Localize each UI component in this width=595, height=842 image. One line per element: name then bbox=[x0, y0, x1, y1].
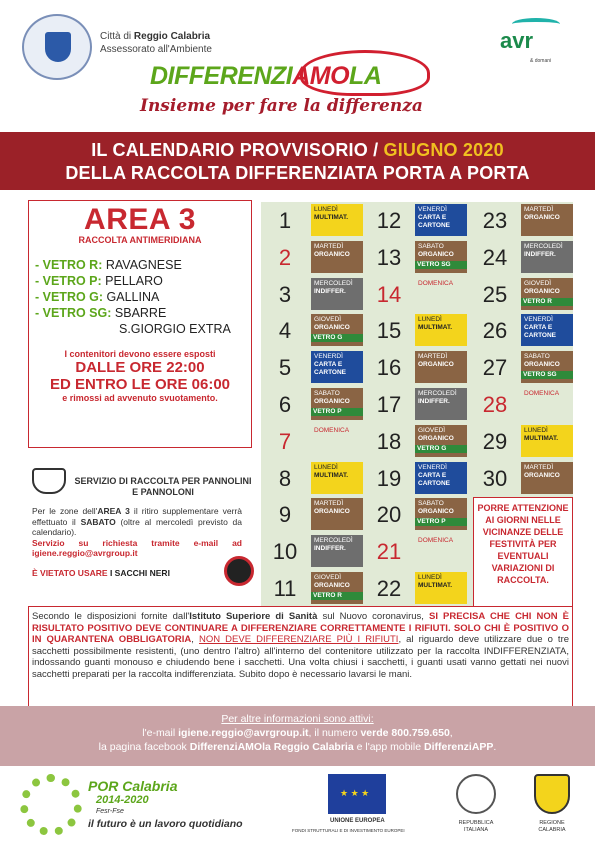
vetro-list bbox=[35, 257, 251, 337]
calendar-day bbox=[471, 351, 573, 383]
waste-type-label: INDIFFER. bbox=[314, 545, 346, 553]
weekday-label: MARTEDÌ bbox=[314, 500, 344, 508]
calendar-day bbox=[365, 535, 467, 567]
glass-zone-label: VETRO G bbox=[415, 445, 467, 453]
region-label: REGIONE CALABRIA bbox=[538, 820, 566, 833]
service-area: AREA 3 bbox=[97, 506, 130, 516]
logo-part2: AMO bbox=[292, 62, 350, 90]
day-number: 8 bbox=[278, 465, 292, 491]
info-p7: , al riguardo deve utilizzare due o tre sacchetti possibilmente resistenti, (uno dentro l'altro) all'interno del contenitore utilizzato per la raccolta INDIFFERENZIATA, indossando guanti monouso e chiudendo bene i sacchetti. Una volta chiusi i sacchetti, i guanti usati vanno gettati nei nuovi sacchetti preparati per la raccolta indifferenziata. Subito dopo è necessario lavarsi le mani. bbox=[32, 634, 570, 680]
diaper-service-box bbox=[28, 462, 252, 602]
vetro-value: GALLINA bbox=[106, 290, 160, 304]
waste-type-label: ORGANICO bbox=[314, 582, 350, 589]
glass-zone-label: VETRO G bbox=[311, 334, 363, 342]
calendar-day bbox=[471, 425, 573, 457]
holiday-notice-text: PORRE ATTENZIONE AI GIORNI NELLE VICINANZE DELLE FESTIVITÀ PER EVENTUALI VARIAZIONI DI RACCOLTA. bbox=[477, 503, 569, 585]
collection-tag bbox=[415, 314, 467, 346]
banner-line1 bbox=[0, 132, 595, 161]
calendar-day bbox=[261, 314, 363, 346]
info-p1: Secondo le disposizioni fornite dall' bbox=[32, 611, 190, 622]
area-title: AREA 3 bbox=[84, 203, 196, 236]
service-text-a: Per le zone dell' bbox=[32, 506, 98, 516]
waste-type-label: ORGANICO bbox=[524, 361, 560, 369]
weekday-label: SABATO bbox=[418, 242, 444, 250]
waste-type-label: MULTIMAT. bbox=[314, 471, 349, 479]
waste-type-label: ORGANICO bbox=[314, 324, 350, 332]
waste-type-label: CARTA E CARTONE bbox=[418, 214, 451, 229]
vetro-value: PELLARO bbox=[105, 274, 163, 288]
waste-type-label: ORGANICO bbox=[418, 361, 454, 369]
calendar-day bbox=[261, 278, 363, 310]
service-text-b: il ritiro supplementare verrà effettuato il bbox=[32, 506, 243, 527]
header bbox=[0, 0, 595, 130]
collection-tag bbox=[415, 204, 467, 236]
collection-tag bbox=[311, 535, 363, 567]
day-number: 14 bbox=[376, 281, 402, 307]
avr-logo: avr bbox=[500, 28, 534, 53]
calendar-day bbox=[471, 278, 573, 310]
black-bag-forbidden-icon bbox=[224, 556, 254, 586]
day-number: 5 bbox=[278, 355, 292, 381]
collection-tag bbox=[415, 462, 467, 494]
banner-line1-a: IL CALENDARIO PROVVISORIO / bbox=[91, 140, 384, 160]
calendar-day bbox=[261, 388, 363, 420]
banner-line2: DELLA RACCOLTA DIFFERENZIATA PORTA A PORTA bbox=[65, 163, 530, 183]
weekday-label: SABATO bbox=[314, 390, 340, 397]
vetro-key: - VETRO R: bbox=[35, 258, 103, 272]
waste-type-label: ORGANICO bbox=[524, 287, 560, 295]
contacts-email[interactable]: igiene.reggio@avrgroup.it bbox=[178, 727, 309, 739]
contacts-line2 bbox=[0, 726, 595, 740]
calendar-day bbox=[365, 241, 467, 273]
waste-type-label: ORGANICO bbox=[418, 250, 454, 258]
collection-tag bbox=[521, 462, 573, 494]
weekday-label: MERCOLEDÌ bbox=[314, 279, 353, 287]
contacts-line3 bbox=[0, 740, 595, 754]
weekday-label: VENERDÌ bbox=[418, 206, 447, 213]
weekday-label: LUNEDÌ bbox=[418, 316, 442, 324]
weekday-label: LUNEDÌ bbox=[314, 206, 338, 213]
calendar-day bbox=[365, 572, 467, 604]
day-number: 27 bbox=[482, 355, 508, 381]
weekday-label: MARTEDÌ bbox=[314, 242, 344, 250]
covid-info-box bbox=[28, 606, 573, 710]
calendar-day bbox=[261, 498, 363, 530]
weekday-label: SABATO bbox=[524, 353, 550, 361]
day-number: 7 bbox=[278, 428, 292, 454]
collection-tag bbox=[311, 572, 363, 604]
day-number: 19 bbox=[376, 465, 402, 491]
waste-type-label: MULTIMAT. bbox=[418, 324, 453, 332]
day-number: 13 bbox=[376, 244, 402, 270]
department: Assessorato all'Ambiente bbox=[100, 44, 212, 55]
calendar-day bbox=[365, 351, 467, 383]
glass-zone-label: VETRO SG bbox=[521, 371, 573, 379]
info-p3: sul Nuovo coronavirus, bbox=[317, 611, 429, 622]
waste-type-label: INDIFFER. bbox=[314, 287, 346, 295]
collection-tag bbox=[311, 425, 363, 457]
waste-type-label: ORGANICO bbox=[314, 398, 350, 405]
glass-zone-label: VETRO P bbox=[311, 408, 363, 416]
calendar-day bbox=[365, 462, 467, 494]
area-box bbox=[28, 200, 252, 448]
city-crest-icon bbox=[22, 14, 92, 80]
collection-tag bbox=[311, 204, 363, 236]
waste-type-label: CARTA E CARTONE bbox=[314, 361, 347, 377]
republic-label: REPUBBLICA ITALIANA bbox=[458, 820, 494, 833]
weekday-label: MERCOLEDÌ bbox=[314, 537, 353, 545]
calendar-day bbox=[261, 462, 363, 494]
contacts-band bbox=[0, 706, 595, 766]
logo-part3: LA bbox=[349, 62, 382, 90]
calendar-day bbox=[261, 351, 363, 383]
day-number: 10 bbox=[272, 539, 298, 565]
collection-tag bbox=[415, 241, 467, 273]
weekday-label: LUNEDÌ bbox=[418, 574, 442, 581]
area-subtitle: RACCOLTA ANTIMERIDIANA bbox=[78, 235, 202, 245]
calendar-day bbox=[365, 204, 467, 236]
day-number: 1 bbox=[278, 208, 292, 233]
eu-flag-icon bbox=[328, 774, 386, 814]
vetro-item bbox=[35, 273, 251, 289]
info-p2: Istituto Superiore di Sanità bbox=[189, 611, 318, 622]
glass-zone-label: VETRO P bbox=[415, 518, 467, 526]
weekday-label: LUNEDÌ bbox=[524, 426, 548, 434]
day-number: 11 bbox=[273, 576, 297, 601]
weekday-label: VENERDÌ bbox=[418, 463, 447, 471]
glass-zone-label: VETRO SG bbox=[415, 261, 467, 269]
collection-tag bbox=[311, 278, 363, 310]
weekday-label: DOMENICA bbox=[524, 390, 560, 397]
collection-tag bbox=[311, 314, 363, 346]
contacts-l3e: . bbox=[493, 741, 497, 753]
collection-tag bbox=[521, 388, 573, 420]
collection-tag bbox=[521, 314, 573, 346]
collection-tag bbox=[415, 572, 467, 604]
footer bbox=[0, 766, 595, 842]
day-number: 29 bbox=[482, 428, 508, 454]
collection-tag bbox=[521, 241, 573, 273]
calendar-day bbox=[471, 462, 573, 494]
day-number: 23 bbox=[482, 208, 508, 233]
weekday-label: VENERDÌ bbox=[314, 353, 343, 361]
vetro-key: - VETRO SG: bbox=[35, 306, 112, 320]
calendar-day bbox=[365, 498, 467, 530]
vetro-key: - VETRO P: bbox=[35, 274, 102, 288]
day-number: 30 bbox=[482, 465, 508, 491]
collection-tag bbox=[311, 241, 363, 273]
info-p5: , bbox=[191, 634, 199, 645]
weekday-label: SABATO bbox=[418, 500, 444, 508]
eu-subtitle: FONDI STRUTTURALI E DI INVESTIMENTO EUROPEI bbox=[292, 828, 405, 833]
collection-tag bbox=[521, 278, 573, 310]
info-p4: SI PRECISA CHE CHI NON È RISULTATO POSITIVO DEVE CONTINUARE A DIFFERENZIARE CORRETTAMENTE I RIFIUTI. SOLO CHI È POSITIVO O IN QUARANTENA OBBLIGATORIA bbox=[32, 611, 569, 645]
city-prefix: Città di bbox=[100, 31, 132, 42]
calendar-day bbox=[471, 241, 573, 273]
collection-tag bbox=[415, 535, 467, 567]
weekday-label: GIOVEDÌ bbox=[418, 426, 446, 434]
weekday-label: GIOVEDÌ bbox=[524, 279, 552, 287]
service-request[interactable]: Servizio su richiesta tramite e-mail ad igiene.reggio@avrgroup.it bbox=[32, 537, 242, 558]
weekday-label: VENERDÌ bbox=[524, 316, 553, 324]
contacts-l2e: , bbox=[449, 727, 453, 739]
day-number: 3 bbox=[278, 281, 292, 307]
collection-tag bbox=[415, 351, 467, 383]
calendar-day bbox=[365, 278, 467, 310]
holiday-notice bbox=[473, 497, 573, 607]
vetro-item bbox=[35, 257, 251, 273]
contacts-l2c: , il numero bbox=[308, 727, 361, 739]
por-title: POR Calabria bbox=[88, 778, 178, 794]
day-number: 20 bbox=[376, 502, 402, 528]
info-p6: NON DEVE DIFFERENZIARE PIÙ I RIFIUTI bbox=[199, 634, 399, 645]
contacts-l3a: la pagina facebook bbox=[98, 741, 190, 753]
day-number: 16 bbox=[376, 355, 402, 381]
calendar-day bbox=[261, 204, 363, 236]
to-time: ED ENTRO LE ORE 06:00 bbox=[49, 376, 231, 393]
containers-intro: I contenitori devono essere esposti bbox=[64, 349, 216, 359]
weekday-label: DOMENICA bbox=[418, 279, 454, 287]
collection-tag bbox=[311, 498, 363, 530]
ban-notice bbox=[32, 568, 170, 578]
day-number: 2 bbox=[278, 244, 292, 270]
waste-type-label: MULTIMAT. bbox=[418, 582, 453, 589]
title-banner bbox=[0, 132, 595, 190]
banner-month: GIUGNO 2020 bbox=[383, 140, 504, 160]
collection-tag bbox=[311, 462, 363, 494]
contacts-phone[interactable]: verde 800.759.650 bbox=[360, 727, 450, 739]
ban-a: È VIETATO USARE bbox=[32, 568, 108, 578]
calendar-day bbox=[261, 535, 363, 567]
service-text bbox=[32, 506, 242, 559]
collection-tag bbox=[415, 425, 467, 457]
waste-type-label: INDIFFER. bbox=[418, 398, 450, 405]
collection-tag bbox=[415, 498, 467, 530]
weekday-label: MERCOLEDÌ bbox=[418, 390, 457, 397]
city-label bbox=[100, 30, 212, 56]
differenziamola-logo bbox=[150, 62, 381, 91]
collection-tag bbox=[311, 351, 363, 383]
day-number: 24 bbox=[482, 244, 508, 270]
por-slogan: il futuro è un lavoro quotidiano bbox=[88, 818, 243, 830]
waste-type-label: ORGANICO bbox=[524, 214, 560, 221]
day-number: 4 bbox=[278, 318, 292, 344]
contacts-app[interactable]: DifferenziAPP bbox=[423, 741, 494, 753]
vetro-item bbox=[35, 289, 251, 305]
avr-subtitle: & domani bbox=[530, 58, 552, 64]
day-number: 18 bbox=[376, 428, 402, 454]
weekday-label: MARTEDÌ bbox=[418, 353, 448, 361]
day-number: 21 bbox=[376, 539, 402, 565]
collection-tag bbox=[311, 388, 363, 420]
day-number: 6 bbox=[278, 392, 292, 417]
waste-type-label: INDIFFER. bbox=[524, 250, 556, 258]
calendar-day bbox=[261, 241, 363, 273]
por-calabria-logo-icon bbox=[20, 774, 82, 836]
weekday-label: MARTEDÌ bbox=[524, 463, 554, 471]
waste-type-label: ORGANICO bbox=[418, 508, 454, 516]
tagline: Insieme per fare la differenza bbox=[140, 96, 423, 116]
calendar-day bbox=[261, 572, 363, 604]
glass-zone-label: VETRO R bbox=[311, 592, 363, 600]
service-text-c: (oltre al mercoledì previsto da calendario). bbox=[32, 516, 243, 537]
eu-title: UNIONE EUROPEA bbox=[330, 818, 385, 824]
day-number: 25 bbox=[482, 281, 508, 307]
vetro-sg-extra: S.GIORGIO EXTRA bbox=[119, 322, 231, 336]
weekday-label: MARTEDÌ bbox=[524, 206, 554, 213]
waste-type-label: MULTIMAT. bbox=[524, 434, 559, 442]
vetro-value: SBARRE bbox=[114, 306, 167, 320]
exposure-times bbox=[29, 349, 251, 403]
day-number: 9 bbox=[278, 502, 292, 528]
collection-tag bbox=[415, 388, 467, 420]
calendar-day bbox=[365, 314, 467, 346]
calendar-day bbox=[471, 314, 573, 346]
contacts-heading: Per altre informazioni sono attivi: bbox=[221, 713, 374, 725]
weekday-label: GIOVEDÌ bbox=[314, 316, 342, 324]
calendar-day bbox=[261, 425, 363, 457]
ban-b: I SACCHI NERI bbox=[109, 568, 170, 578]
day-number: 17 bbox=[376, 392, 402, 417]
vetro-value: RAVAGNESE bbox=[105, 258, 182, 272]
day-number: 15 bbox=[376, 318, 402, 344]
weekday-label: GIOVEDÌ bbox=[314, 574, 342, 581]
contacts-facebook[interactable]: DifferenziAMOla Reggio Calabria bbox=[189, 741, 354, 753]
vetro-item bbox=[35, 305, 251, 321]
city-name: Reggio Calabria bbox=[133, 31, 211, 42]
waste-type-label: ORGANICO bbox=[314, 250, 350, 258]
calendar-day bbox=[471, 204, 573, 236]
collection-tag bbox=[415, 278, 467, 310]
contacts-l3c: e l'app mobile bbox=[353, 741, 424, 753]
calendar-day bbox=[471, 388, 573, 420]
vetro-key: - VETRO G: bbox=[35, 290, 104, 304]
weekday-label: DOMENICA bbox=[418, 537, 454, 545]
waste-type-label: CARTA E CARTONE bbox=[524, 324, 557, 340]
calabria-region-emblem-icon bbox=[534, 774, 570, 814]
logo-part1: DIFFERENZI bbox=[150, 62, 293, 90]
day-number: 22 bbox=[376, 576, 402, 601]
day-number: 26 bbox=[482, 318, 508, 344]
waste-type-label: ORGANICO bbox=[524, 471, 560, 479]
collection-tag bbox=[521, 204, 573, 236]
calendar-day bbox=[365, 388, 467, 420]
por-fund: Fesr-Fse bbox=[96, 808, 124, 815]
service-day: SABATO bbox=[80, 516, 116, 527]
removal-note: e rimossi ad avvenuto svuotamento. bbox=[62, 393, 218, 403]
weekday-label: LUNEDÌ bbox=[314, 463, 338, 471]
collection-tag bbox=[521, 425, 573, 457]
day-number: 28 bbox=[482, 392, 508, 417]
waste-type-label: CARTA E CARTONE bbox=[418, 471, 451, 487]
contacts-l2a: l'e-mail bbox=[142, 727, 179, 739]
diaper-icon bbox=[32, 468, 66, 494]
por-years: 2014-2020 bbox=[96, 794, 149, 806]
calendar-day bbox=[365, 425, 467, 457]
weekday-label: MERCOLEDÌ bbox=[524, 242, 563, 250]
waste-type-label: MULTIMAT. bbox=[314, 214, 349, 221]
from-time: DALLE ORE 22:00 bbox=[75, 359, 205, 376]
collection-tag bbox=[521, 351, 573, 383]
italian-republic-emblem-icon bbox=[456, 774, 496, 814]
waste-type-label: ORGANICO bbox=[314, 508, 350, 516]
waste-type-label: ORGANICO bbox=[418, 434, 454, 442]
day-number: 12 bbox=[376, 208, 402, 233]
weekday-label: DOMENICA bbox=[314, 426, 350, 434]
glass-zone-label: VETRO R bbox=[521, 298, 573, 306]
service-title: SERVIZIO DI RACCOLTA PER PANNOLINI E PANNOLONI bbox=[74, 476, 252, 497]
